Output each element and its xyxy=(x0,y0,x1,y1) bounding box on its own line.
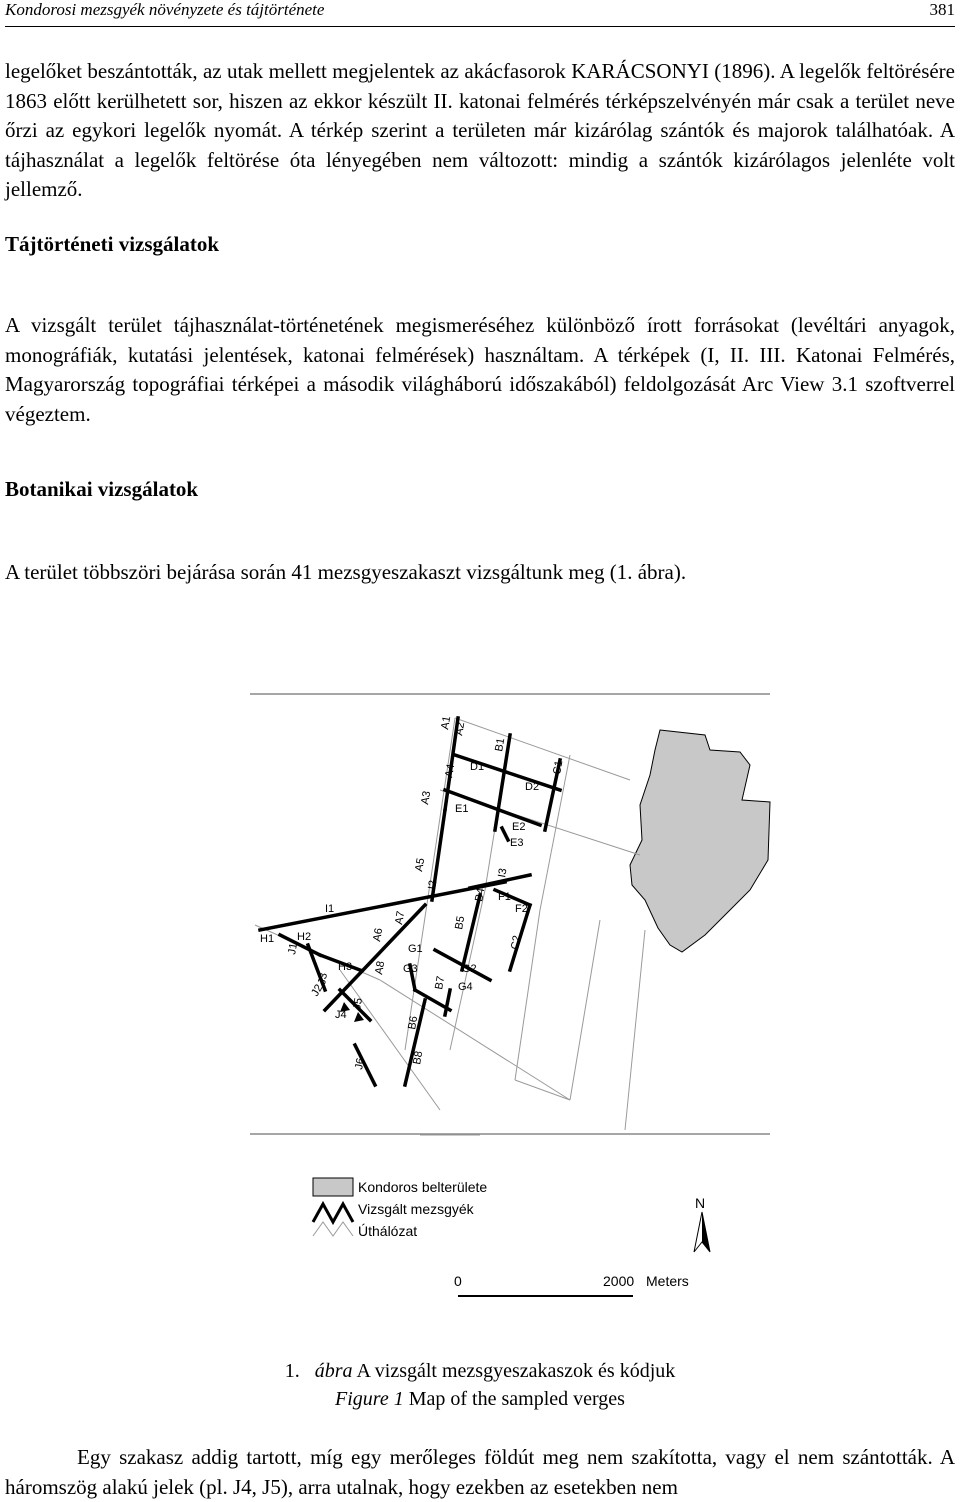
scale-unit-label: Meters xyxy=(646,1273,689,1289)
segment-label-e1: E1 xyxy=(455,803,469,815)
section-heading-botany: Botanikai vizsgálatok xyxy=(5,477,199,501)
closing-paragraph: Egy szakasz addig tartott, míg egy merőleges földút meg nem szakította, vagy el nem szántották. A háromszög alakú jelek (pl. J4, J5), arra utalnak, hogy ezekben az esetekben nem xyxy=(5,1445,955,1499)
segment-label-a8: A8 xyxy=(373,960,388,976)
segment-label-g4: G4 xyxy=(458,981,473,993)
segment-label-a3: A3 xyxy=(419,790,434,806)
segment-label-a5: A5 xyxy=(413,857,428,873)
segment-label-b7: B7 xyxy=(433,975,448,991)
legend-builtup-swatch xyxy=(313,1178,353,1196)
scale-end-label: 2000 xyxy=(603,1273,635,1289)
figure-caption-en xyxy=(0,1388,960,1411)
scale-start-label: 0 xyxy=(454,1273,462,1289)
segment-label-b6: B6 xyxy=(406,1015,421,1031)
verge-a6-a7 xyxy=(325,905,425,1010)
map-legend xyxy=(313,1178,710,1296)
map-segment-labels xyxy=(260,715,565,1070)
legend-roads-label: Úthálózat xyxy=(358,1223,418,1239)
section-paragraph-botany: A terület többszöri bejárása során 41 mezsgyeszakaszt vizsgáltunk meg (1. ábra). xyxy=(5,560,687,584)
page-number: 381 xyxy=(929,0,955,19)
segment-label-b1: B1 xyxy=(493,737,508,753)
segment-label-a6: A6 xyxy=(371,927,386,943)
verge-map-figure xyxy=(240,690,780,1310)
segment-label-c2: C2 xyxy=(509,934,524,951)
segment-label-a4: A4 xyxy=(443,763,458,779)
intro-paragraph xyxy=(5,57,955,205)
segment-label-g1: G1 xyxy=(408,943,423,955)
segment-label-i1: I1 xyxy=(325,903,335,915)
builtup-area xyxy=(630,730,770,952)
north-label: N xyxy=(695,1195,706,1211)
verge-b4-b5 xyxy=(462,895,480,970)
segment-label-e2: E2 xyxy=(512,821,526,833)
caption-text-hu: A vizsgált mezsgyeszakaszok és kódjuk xyxy=(356,1360,676,1382)
segment-label-d2: D2 xyxy=(525,781,540,793)
author-name: ARÁCSONYI xyxy=(586,59,709,83)
segment-label-a1: A1 xyxy=(439,715,454,731)
segment-label-f1: F1 xyxy=(498,891,511,903)
section-paragraph-landscape-history: A vizsgált terület tájhasználat-történetének megismeréséhez különböző írott forrásokat (levéltári anyagok, monográfiák, kutatási jelentések, katonai felmérések) használtam. A térképek (I, II. III. Katonai Felmérés, Magyarország topográfiai térképei a második világháború időszakából) feldolgozását Arc View 3.1 szoftverrel végeztem. xyxy=(5,313,955,426)
verge-e2-e3 xyxy=(502,828,508,840)
caption-label-en: Figure 1 xyxy=(335,1388,404,1410)
legend-builtup-label: Kondoros belterülete xyxy=(358,1179,488,1195)
segment-label-a2: A2 xyxy=(453,721,468,737)
segment-label-h2: H2 xyxy=(297,931,312,943)
segment-label-b4: B4 xyxy=(473,887,488,903)
segment-label-h1: H1 xyxy=(260,933,275,945)
segment-label-i2: I2 xyxy=(426,879,440,891)
running-header xyxy=(5,0,955,27)
segment-label-j1: J1 xyxy=(286,941,300,956)
verge-i1-i2 xyxy=(260,882,505,930)
segment-label-j5: J5 xyxy=(351,996,365,1011)
segment-label-a7: A7 xyxy=(393,910,408,926)
segment-label-g3: G3 xyxy=(403,963,418,975)
intro-text-start: legelőket beszántották, az utak mellett megjelentek az akácfasorok K xyxy=(5,59,587,83)
caption-number: 1. xyxy=(284,1360,300,1382)
segment-label-g2: G2 xyxy=(462,963,477,975)
verge-g3-g4 xyxy=(415,990,450,1010)
segment-label-j4: J4 xyxy=(335,1009,347,1021)
caption-text-en: Map of the sampled verges xyxy=(408,1388,625,1410)
running-title: Kondorosi mezsgyék növényzete és tájtörténete xyxy=(5,0,325,19)
segment-label-b5: B5 xyxy=(453,915,468,931)
figure-caption-hu xyxy=(0,1360,960,1383)
caption-label-hu: ábra xyxy=(314,1360,353,1382)
segment-label-f2: F2 xyxy=(515,903,528,915)
segment-label-h3: H3 xyxy=(338,961,353,973)
verge-b6-b8 xyxy=(405,1000,425,1085)
segment-label-c1: C1 xyxy=(551,759,566,776)
segment-label-b8: B8 xyxy=(411,1050,426,1066)
segment-label-d1: D1 xyxy=(470,761,485,773)
intro-text-rest: (1896). A legelők feltörésére 1863 előtt kerülhetett sor, hiszen az ekkor készült II. katonai felmérés térképszelvényén már csak a terület neve őrzi az egykori legelők nyomát. A térkép szerint a területen már kizárólag szántók és majorok találhatóak. A tájhasználat a legelők feltörése óta lényegében nem változott: mindig a szántók kizárólagos jelenléte volt jellemző. xyxy=(5,59,955,201)
segment-label-i3: I3 xyxy=(496,867,510,879)
segment-label-j2: J2 xyxy=(309,982,326,999)
segment-label-j3: J3 xyxy=(316,971,330,986)
legend-verge-swatch xyxy=(313,1204,353,1222)
segment-label-e3: E3 xyxy=(510,837,524,849)
section-heading-landscape-history: Tájtörténeti vizsgálatok xyxy=(5,232,220,256)
legend-verges-label: Vizsgált mezsgyék xyxy=(358,1201,474,1217)
segment-label-j6: J6 xyxy=(353,1056,367,1071)
